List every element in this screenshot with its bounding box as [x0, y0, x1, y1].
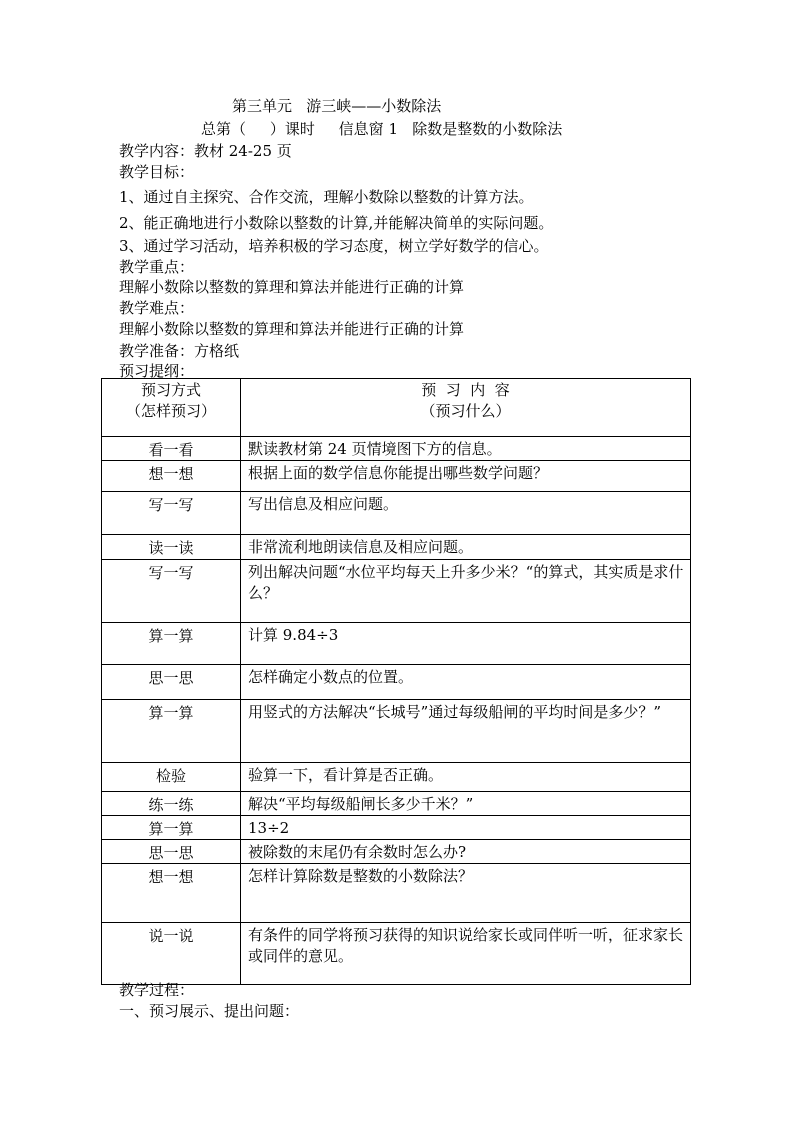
content-cell	[241, 840, 691, 864]
header-content-cell	[241, 379, 691, 437]
content-cell	[241, 560, 691, 623]
method-text: 检验	[155, 767, 186, 785]
content-cell	[241, 816, 691, 840]
method-text: 想一想	[148, 868, 194, 886]
content-cell	[241, 864, 691, 923]
header-method-cell	[102, 379, 241, 437]
process-label: 教学过程：	[119, 981, 195, 999]
table-row	[102, 816, 691, 840]
goal-item-2: 2、能正确地进行小数除以整数的计算,并能解决简单的实际问题。	[119, 214, 554, 232]
content-cell	[241, 792, 691, 816]
content-cell	[241, 623, 691, 665]
content-cell	[241, 437, 691, 461]
key-point-label: 教学重点：	[119, 258, 195, 276]
difficulty: 理解小数除以整数的算理和算法并能进行正确的计算	[119, 320, 465, 338]
content-text: 13÷2	[248, 819, 290, 837]
teaching-prep: 教学准备：方格纸	[119, 342, 240, 360]
table-row	[102, 492, 691, 535]
method-cell	[102, 700, 241, 763]
goal-item-1: 1、通过自主探究、合作交流，理解小数除以整数的计算方法。	[119, 188, 534, 206]
method-cell	[102, 665, 241, 700]
content-text: 默读教材第 24 页情境图下方的信息。	[248, 440, 502, 458]
method-cell	[102, 437, 241, 461]
unit-title: 第三单元 游三峡——小数除法	[232, 97, 442, 115]
content-cell	[241, 535, 691, 560]
method-cell	[102, 560, 241, 623]
content-text: 解决“平均每级船闸长多少千米？”	[248, 795, 474, 813]
method-text: 练一练	[148, 796, 194, 814]
content-text: 被除数的末尾仍有余数时怎么办?	[248, 843, 467, 861]
method-text: 说一说	[148, 927, 194, 945]
goals-label: 教学目标：	[119, 163, 195, 181]
goal-item-3: 3、通过学习活动，培养积极的学习态度，树立学好数学的信心。	[119, 237, 549, 255]
content-cell	[241, 923, 691, 985]
key-point: 理解小数除以整数的算理和算法并能进行正确的计算	[119, 278, 465, 296]
table-row	[102, 665, 691, 700]
method-text: 写一写	[148, 496, 194, 514]
method-cell	[102, 763, 241, 792]
content-cell	[241, 492, 691, 535]
content-text: 用竖式的方法解决“长城号”通过每级船闸的平均时间是多少？”	[248, 703, 662, 721]
difficulty-label: 教学难点：	[119, 299, 195, 317]
method-text: 写一写	[148, 564, 194, 582]
content-text: 有条件的同学将预习获得的知识说给家长或同伴听一听，征求家长或同伴的意见。	[248, 926, 684, 965]
table-row	[102, 560, 691, 623]
method-text: 思一思	[148, 844, 194, 862]
method-cell	[102, 623, 241, 665]
table-row	[102, 864, 691, 923]
table-row	[102, 700, 691, 763]
method-text: 算一算	[148, 627, 194, 645]
lesson-title: 总第（ ）课时 信息窗 1 除数是整数的小数除法	[201, 120, 563, 138]
method-text: 算一算	[148, 820, 194, 838]
content-text: 怎样计算除数是整数的小数除法？	[248, 867, 474, 885]
method-cell	[102, 492, 241, 535]
content-text: 计算 9.84÷3	[248, 626, 339, 644]
content-text: 写出信息及相应问题。	[248, 495, 399, 513]
method-cell	[102, 864, 241, 923]
teaching-content: 教学内容：教材 24-25 页	[119, 142, 292, 160]
content-text: 怎样确定小数点的位置。	[248, 668, 414, 686]
header-content-title: 预 习 内 容	[421, 381, 510, 399]
process-step-1: 一、预习展示、提出问题：	[119, 1002, 300, 1020]
method-text: 算一算	[148, 704, 194, 722]
content-text: 非常流利地朗读信息及相应问题。	[248, 538, 474, 556]
table-row	[102, 461, 691, 492]
table-row	[102, 437, 691, 461]
method-cell	[102, 535, 241, 560]
content-text: 验算一下，看计算是否正确。	[248, 766, 444, 784]
method-text: 想一想	[148, 465, 194, 483]
method-text: 读一读	[148, 539, 194, 557]
content-cell	[241, 700, 691, 763]
header-content-subtitle: （预习什么）	[420, 402, 511, 420]
method-cell	[102, 840, 241, 864]
method-text: 思一思	[148, 669, 194, 687]
header-method-title: 预习方式	[140, 381, 201, 399]
content-cell	[241, 763, 691, 792]
outline-label: 预习提纲：	[119, 362, 195, 380]
method-cell	[102, 923, 241, 985]
table-row	[102, 535, 691, 560]
table-row	[102, 923, 691, 985]
table-header-row	[102, 379, 691, 437]
header-method-subtitle: （怎样预习）	[125, 402, 216, 420]
table-row	[102, 623, 691, 665]
content-cell	[241, 665, 691, 700]
method-cell	[102, 816, 241, 840]
content-cell	[241, 461, 691, 492]
table-row	[102, 763, 691, 792]
method-text: 看一看	[148, 441, 194, 459]
preview-outline-table	[101, 378, 691, 985]
method-cell	[102, 461, 241, 492]
content-text: 根据上面的数学信息你能提出哪些数学问题？	[248, 464, 549, 482]
method-cell	[102, 792, 241, 816]
content-text: 列出解决问题“水位平均每天上升多少米？“的算式，其实质是求什么？	[248, 563, 684, 602]
table-row	[102, 840, 691, 864]
table-row	[102, 792, 691, 816]
